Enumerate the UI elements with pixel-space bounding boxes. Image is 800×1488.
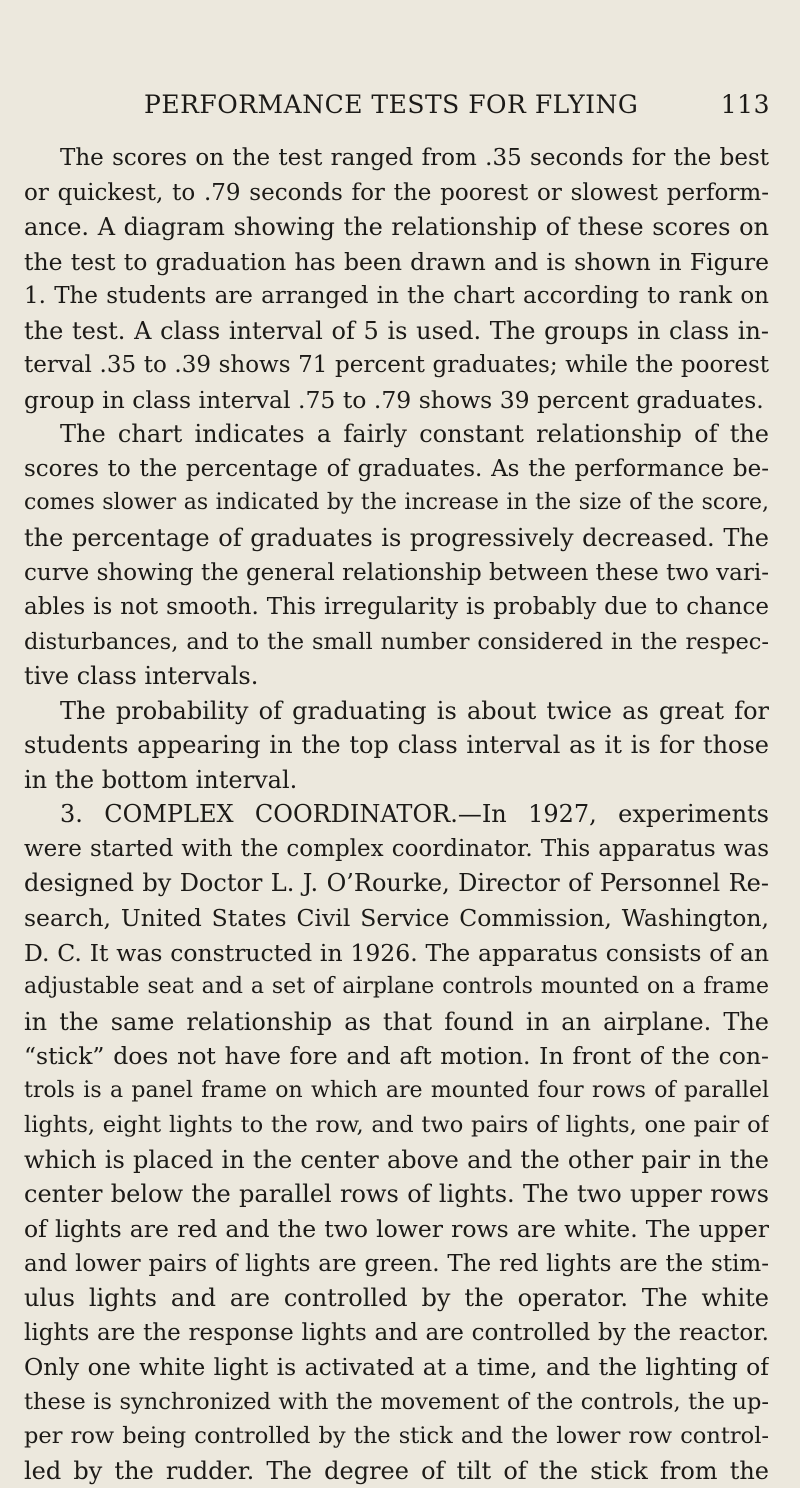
text-line: 1. The students are arranged in the chart according to rank on: [24, 283, 769, 310]
text-line: The chart indicates a fairly constant relationship of the: [60, 420, 769, 449]
text-line: The scores on the test ranged from .35 seconds for the best: [60, 145, 769, 171]
running-head: [144, 90, 770, 124]
text-line: 3. COMPLEX COORDINATOR.—In 1927, experiments: [60, 800, 769, 829]
text-line: these is synchronized with the movement of the controls, the up-: [24, 1388, 769, 1415]
text-line: D. C. It was constructed in 1926. The apparatus consists of an: [24, 938, 769, 967]
text-line: the test. A class interval of 5 is used. The groups in class in-: [24, 316, 769, 345]
text-line: tive class intervals.: [24, 662, 259, 691]
text-line: in the bottom interval.: [24, 765, 298, 794]
text-line: ables is not smooth. This irregularity is probably due to chance: [24, 594, 769, 621]
body-text: [24, 141, 769, 1488]
running-head-title: PERFORMANCE TESTS FOR FLYING: [144, 90, 639, 119]
text-line: and lower pairs of lights are green. The red lights are the stim-: [24, 1250, 769, 1277]
text-line: led by the rudder. The degree of tilt of the stick from the: [24, 1456, 769, 1485]
text-line: the test to graduation has been drawn and is shown in Figure: [24, 247, 769, 276]
text-line: lights are the response lights and are controlled by the reactor.: [24, 1319, 769, 1346]
text-line: lights, eight lights to the row, and two pairs of lights, one pair of: [24, 1112, 769, 1139]
text-line: of lights are red and the two lower rows are white. The upper: [24, 1214, 769, 1243]
text-line: “stick” does not have fore and aft motion. In front of the con-: [24, 1042, 769, 1071]
text-line: search, United States Civil Service Commission, Washington,: [24, 904, 769, 933]
text-line: ance. A diagram showing the relationship of these scores on: [24, 213, 769, 242]
text-line: Only one white light is activated at a time, and the lighting of: [24, 1353, 769, 1382]
text-line: were started with the complex coordinator. This apparatus was: [24, 835, 769, 862]
text-line: per row being controlled by the stick and the lower row control-: [24, 1423, 769, 1450]
text-line: the percentage of graduates is progressively decreased. The: [24, 524, 769, 553]
text-line: group in class interval .75 to .79 shows 39 percent graduates.: [24, 385, 764, 414]
text-line: curve showing the general relationship between these two vari-: [24, 559, 769, 586]
text-line: disturbances, and to the small number considered in the respec-: [24, 628, 769, 655]
text-line: students appearing in the top class interval as it is for those: [24, 731, 769, 760]
text-line: adjustable seat and a set of airplane controls mounted on a frame: [24, 974, 769, 1000]
text-line: trols is a panel frame on which are mounted four rows of parallel: [24, 1077, 769, 1103]
text-line: in the same relationship as that found in an airplane. The: [24, 1007, 769, 1036]
text-line: or quickest, to .79 seconds for the poorest or slowest perform-: [24, 179, 769, 206]
text-line: scores to the percentage of graduates. As the performance be-: [24, 455, 769, 482]
text-line: comes slower as indicated by the increase in the size of the score,: [24, 490, 769, 516]
text-line: ulus lights and are controlled by the operator. The white: [24, 1284, 769, 1313]
text-line: The probability of graduating is about twice as great for: [60, 696, 769, 725]
page-number: 113: [720, 90, 770, 119]
text-line: designed by Doctor L. J. O’Rourke, Director of Personnel Re-: [24, 869, 769, 898]
text-line: center below the parallel rows of lights. The two upper rows: [24, 1180, 769, 1209]
text-line: terval .35 to .39 shows 71 percent graduates; while the poorest: [24, 352, 769, 379]
text-line: which is placed in the center above and the other pair in the: [24, 1145, 769, 1174]
